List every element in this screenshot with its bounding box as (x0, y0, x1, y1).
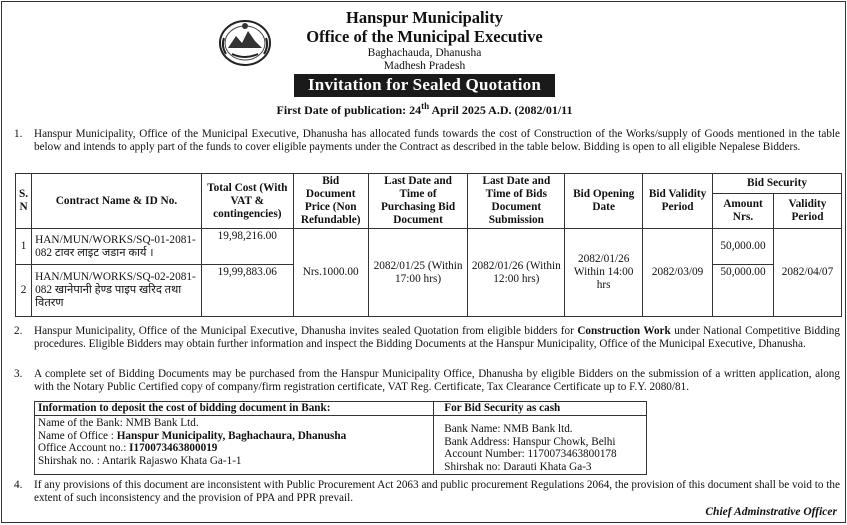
header-bid-security: Bid Security (713, 174, 842, 194)
row-total-cost: 19,98,216.00 (201, 229, 293, 265)
header-submission-date: Last Date and Time of Bids Document Submission (468, 174, 565, 229)
table-header-row (16, 174, 842, 194)
doc-price: Nrs.1000.00 (293, 229, 368, 317)
row-security-amount: 50,000.00 (713, 229, 774, 265)
row-contract-name: HAN/MUN/WORKS/SQ-02-2081-082 खानेपानी हेण्ड पाइप खरिद तथा वितरण (32, 265, 202, 317)
row-total-cost: 19,99,883.06 (201, 265, 293, 317)
bank-right-title: For Bid Security as cash (434, 402, 647, 416)
address-line-1: Baghachauda, Dhanusha (367, 47, 482, 59)
row-contract-name: HAN/MUN/WORKS/SQ-01-2081-082 टावर लाइट जडान कार्य । (32, 229, 202, 265)
header-doc-price: Bid Document Price (Non Refundable) (293, 174, 368, 229)
bid-validity: 2082/03/09 (643, 229, 713, 317)
notice-page (1, 1, 846, 523)
address-line-2: Madhesh Pradesh (383, 60, 466, 72)
paragraph-1: 1. Hanspur Municipality, Office of the Municipal Executive, Dhanusha has allocated funds towards the cost of Construction of the Works/supply of Goods mentioned in the table below and intends to apply part of the funds to cover eligible payments under the Contract as described in the table below. Bidding is open to all eligible Nepalese Bidders. (14, 128, 840, 153)
header-contract-name: Contract Name & ID No. (32, 174, 202, 229)
municipality-name: Hanspur Municipality (346, 8, 503, 27)
notice-header (2, 8, 847, 118)
row-sn: 1 (16, 229, 32, 265)
signatory-title: Chief Adminstrative Officer (705, 506, 837, 518)
bid-security-bank-info: Bank Name: NMB Bank ltd. Bank Address: Hanspur Chowk, Belhi Account Number: 1170073463800178 Shirshak no: Darauti Khata Ga-3 (434, 416, 647, 475)
row-sn: 2 (16, 265, 32, 317)
paragraph-2: 2. Hanspur Municipality, Office of the Municipal Executive, Dhanusha invites sealed Quotation from eligible bidders for Construction Work under National Competitive Bidding procedures. Eligible Bidders may obtain further information and inspect the Bidding Documents at the Hanspur Municipality, Office of the Municipal Executive, Dhanusha. (14, 325, 840, 350)
office-name: Office of the Municipal Executive (306, 27, 543, 46)
submission-deadline: 2082/01/26 (Within 12:00 hrs) (468, 229, 565, 317)
construction-work-emphasis: Construction Work (577, 325, 671, 337)
header-purchase-date: Last Date and Time of Purchasing Bid Document (368, 174, 468, 229)
bidding-doc-bank-info: Name of the Bank: NMB Bank Ltd. Name of Office : Hanspur Municipality, Baghachaura, Dhanusha Office Account no.: I170073463800019 Shirshak no. : Antarik Rajaswo Khata Ga-1-1 (35, 416, 434, 475)
bank-left-title: Information to deposit the cost of bidding document in Bank: (35, 402, 434, 416)
notice-title-banner: Invitation for Sealed Quotation (294, 74, 555, 97)
paragraph-4: 4. If any provisions of this document are inconsistent with Public Procurement Act 2063 and public procurement Regulations 2064, the provision of this document shall be void to the extent of such inconsistency and the provision of PPA and PPR prevail. (14, 479, 840, 504)
purchase-deadline: 2082/01/25 (Within 17:00 hrs) (368, 229, 468, 317)
table-row (16, 229, 842, 265)
publication-date: First Date of publication: 24th April 2025 A.D. (2082/01/11 (276, 101, 573, 117)
header-opening-date: Bid Opening Date (565, 174, 643, 229)
header-security-validity: Validity Period (773, 193, 841, 228)
opening-date: 2082/01/26 Within 14:00 hrs (565, 229, 643, 317)
header-sn: S. N (16, 174, 32, 229)
paragraph-3: 3. A complete set of Bidding Documents may be purchased from the Hanspur Municipality Office, Dhanusha by eligible Bidders on the submission of a written application, along with the Notary Public Certified copy of company/firm registration certificate, VAT Reg. Certificate, Tax Clearance Certificate up to F.Y. 2080/81. (14, 368, 840, 393)
bank-info-table (34, 401, 647, 475)
header-validity: Bid Validity Period (643, 174, 713, 229)
contracts-table (15, 173, 842, 317)
header-amount: Amount Nrs. (713, 193, 774, 228)
security-validity: 2082/04/07 (773, 229, 841, 317)
header-total-cost: Total Cost (With VAT & contingencies) (201, 174, 293, 229)
row-security-amount: 50,000.00 (713, 265, 774, 317)
